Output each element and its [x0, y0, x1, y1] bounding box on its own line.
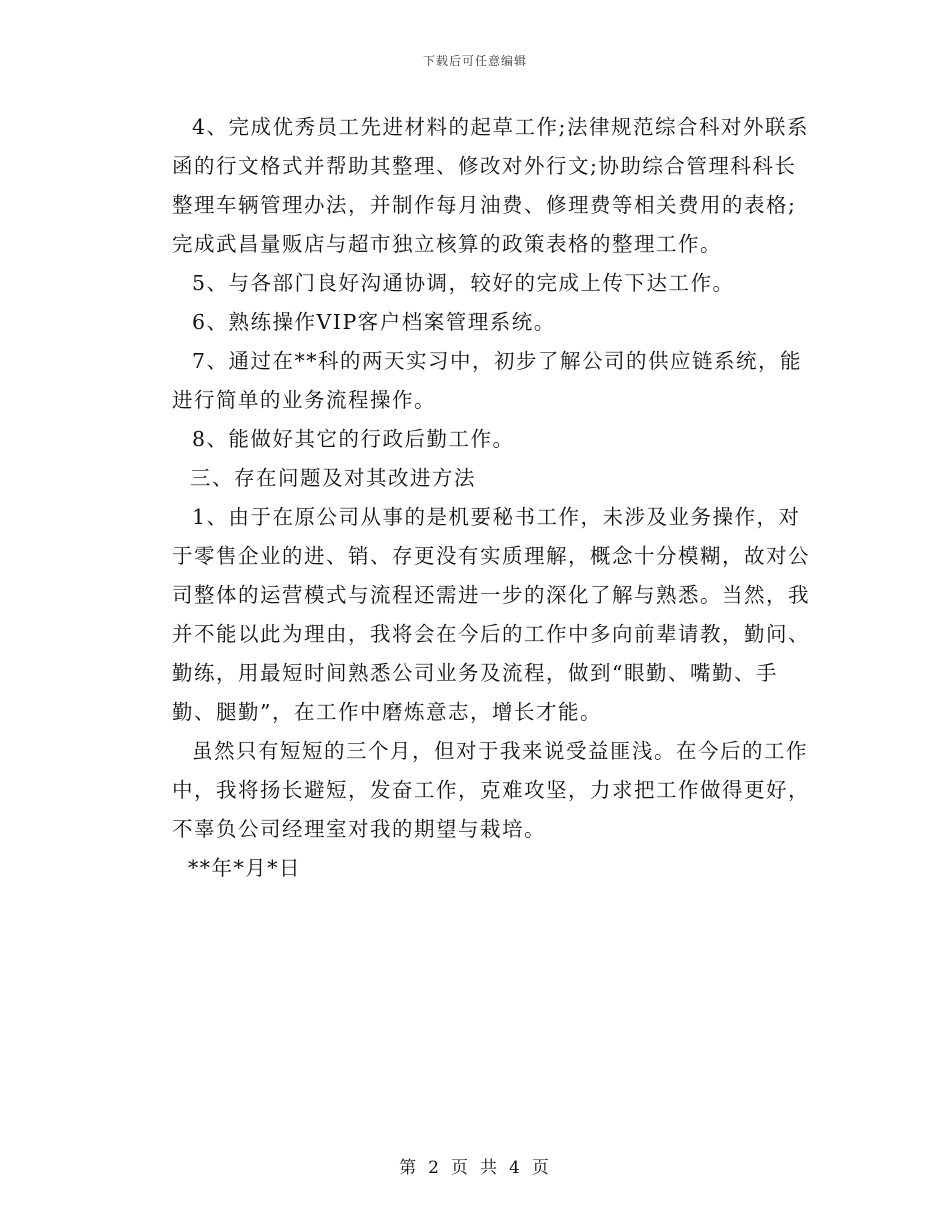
footer-ye-end: 页 — [531, 1158, 551, 1178]
footer-di: 第 — [399, 1158, 419, 1178]
header-note: 下载后可任意编辑 — [422, 54, 527, 68]
footer-ye: 页 — [451, 1158, 470, 1178]
paragraph-item-4: 4、完成优秀员工先进材料的起草工作;法律规范综合科对外联系函的行文格式并帮助其整理、修改对外行文;协助综合管理科科长整理车辆管理办法，并制作每月油费、修理费等相关费用的表格;完成武昌量贩店与超市独立核算的政策表格的整理工作。 — [172, 115, 809, 256]
paragraph-item-5: 5、与各部门良好沟通协调，较好的完成上传下达工作。 — [192, 271, 735, 295]
paragraph-problem-1: 1、由于在原公司从事的是机要秘书工作，未涉及业务操作，对于零售企业的进、销、存更没有实质理解，概念十分模糊，故对公司整体的运营模式与流程还需进一步的深化了解与熟悉。当然，我并不能以此为理由，我将会在今后的工作中多向前辈请教，勤问、勤练，用最短时间熟悉公司业务及流程，做到“眼勤、嘴勤、手勤、腿勤”，在工作中磨炼意志，增长才能。 — [172, 505, 810, 724]
paragraph-item-7: 7、通过在**科的两天实习中，初步了解公司的供应链系统，能进行简单的业务流程操作。 — [172, 349, 803, 412]
section-heading: 三、存在问题及对其改进方法 — [190, 466, 476, 490]
paragraph-item-8: 8、能做好其它的行政后勤工作。 — [192, 427, 515, 451]
footer-page-total: 4 — [509, 1158, 522, 1178]
paragraph-item-6: 6、熟练操作VIP客户档案管理系统。 — [192, 310, 556, 334]
paragraph-closing: 虽然只有短短的三个月，但对于我来说受益匪浅。在今后的工作中，我将扬长避短，发奋工作，克难攻坚，力求把工作做得更好，不辜负公司经理室对我的期望与栽培。 — [172, 739, 810, 841]
document-body — [172, 108, 812, 888]
page-footer — [0, 1153, 950, 1178]
footer-page-current: 2 — [428, 1158, 441, 1178]
footer-gong: 共 — [480, 1158, 499, 1178]
date-line: **年*月*日 — [188, 856, 301, 880]
